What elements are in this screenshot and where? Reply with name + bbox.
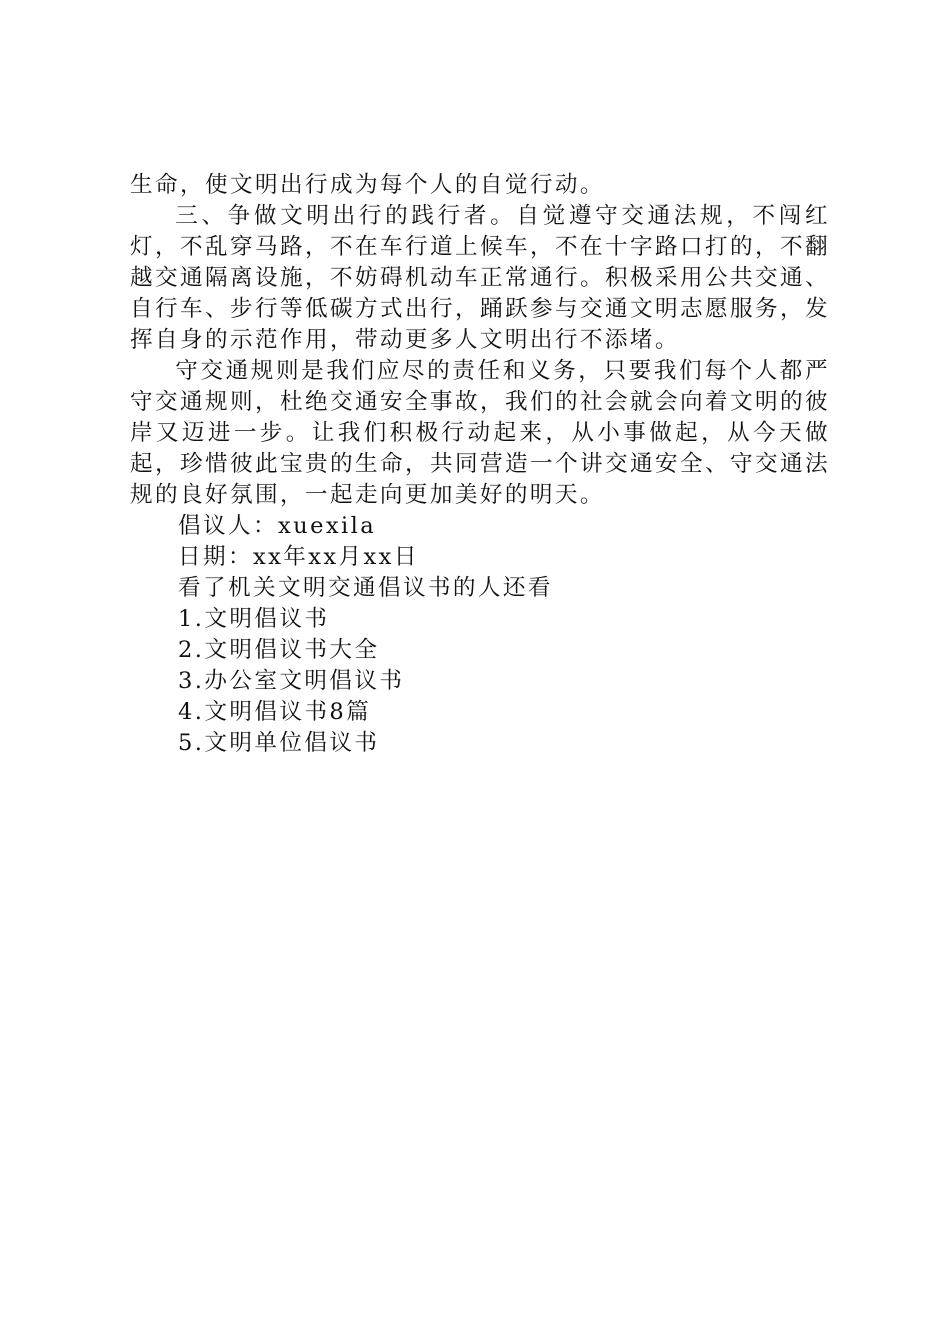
related-link-3[interactable]: 3.办公室文明倡议书 — [178, 668, 405, 694]
date-line: 日期：xx年xx月xx日 — [178, 544, 419, 570]
paragraph-continuation: 生命，使文明出行成为每个人的自觉行动。 — [130, 172, 605, 198]
related-link-2[interactable]: 2.文明倡议书大全 — [178, 637, 380, 663]
related-heading: 看了机关文明交通倡议书的人还看 — [178, 575, 553, 601]
proposer-line: 倡议人：xuexila — [178, 513, 377, 539]
paragraph-closing: 守交通规则是我们应尽的责任和义务，只要我们每个人都严守交通规则，杜绝交通安全事故，我们的社会就会向着文明的彼岸又迈进一步。让我们积极行动起来，从小事做起，从今天做起，珍惜彼此宝贵的生命，共同营造一个讲交通安全、守交通法规的良好氛围，一起走向更加美好的明天。 — [130, 358, 830, 508]
related-link-1[interactable]: 1.文明倡议书 — [178, 606, 330, 632]
related-link-5[interactable]: 5.文明单位倡议书 — [178, 730, 380, 756]
related-link-4[interactable]: 4.文明倡议书8篇 — [178, 699, 372, 725]
document-body — [130, 170, 830, 759]
paragraph-section-three: 三、争做文明出行的践行者。自觉遵守交通法规，不闯红灯，不乱穿马路，不在车行道上候车，不在十字路口打的，不翻越交通隔离设施，不妨碍机动车正常通行。积极采用公共交通、自行车、步行等低碳方式出行，踊跃参与交通文明志愿服务，发挥自身的示范作用，带动更多人文明出行不添堵。 — [130, 203, 830, 353]
